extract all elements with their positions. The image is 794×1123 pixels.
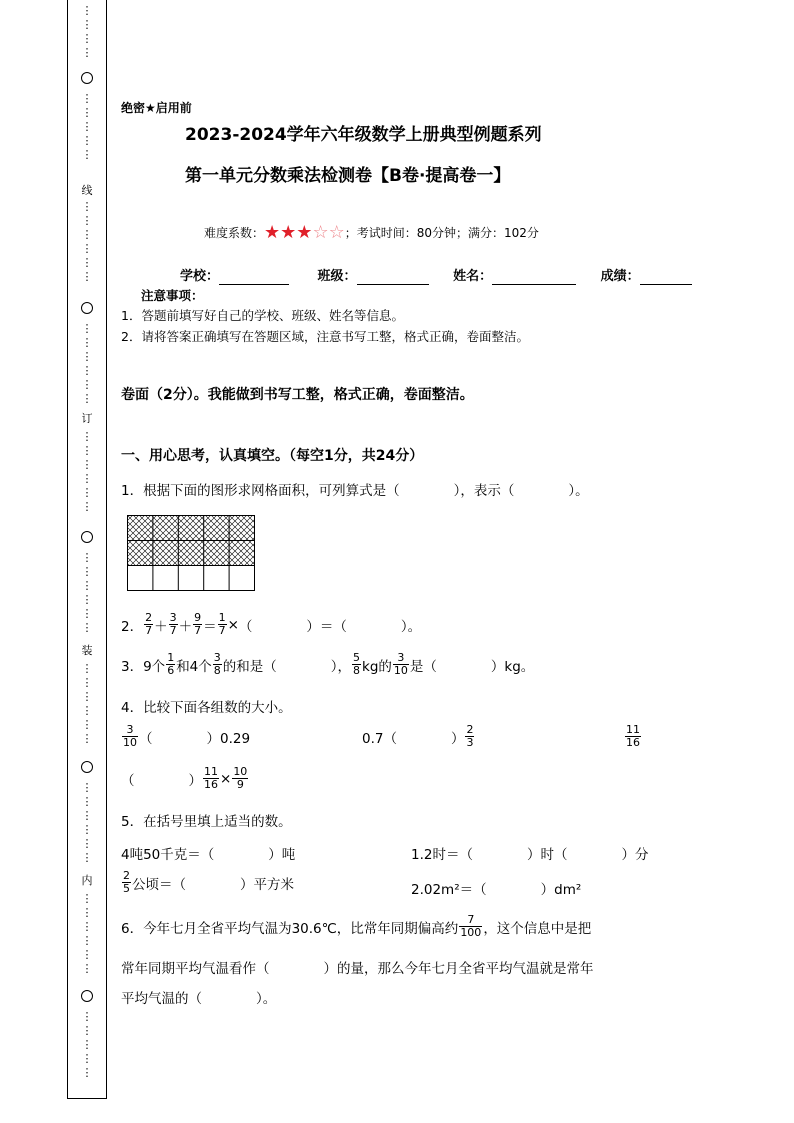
binding-dots: ⋮ ⋮ ⋮ ⋮ ⋮ ⋮ — [81, 662, 93, 745]
q3-text: kg的 — [362, 658, 392, 675]
binding-dots: ⋮ ⋮ ⋮ ⋮ ⋮ ⋮ — [81, 781, 93, 864]
binding-dots: ⋮ ⋮ ⋮ ⋮ ⋮ — [81, 1010, 93, 1079]
q5-item-d: 2.02m²＝（ ）dm² — [411, 882, 582, 898]
binding-hole — [81, 990, 93, 1002]
binding-hole — [81, 761, 93, 773]
q4-fraction: $\frac{11}{16}$ — [204, 765, 218, 791]
secret-tag: 绝密★启用前 — [121, 101, 192, 115]
question-6-line-2: 常年同期平均气温看作（ ）的量，那么今年七月全省平均气温就是常年 — [121, 961, 594, 977]
q4-compare-4 — [121, 766, 249, 791]
difficulty-row — [204, 222, 539, 243]
plus-sign: ＋ — [154, 618, 168, 635]
question-6-line-3: 平均气温的（ ）。 — [121, 991, 277, 1007]
q2-fraction: $\frac{9}{7}$ — [194, 611, 202, 637]
score-field[interactable] — [640, 269, 692, 285]
q4-text: （ ） — [121, 772, 202, 789]
star-empty-icon: ☆ — [328, 222, 345, 243]
binding-dots: ⋮ ⋮ ⋮ ⋮ ⋮ — [81, 92, 93, 161]
star-filled-icon: ★ — [280, 222, 297, 243]
question-2 — [121, 612, 421, 637]
question-4: 4．比较下面各组数的大小。 — [121, 700, 292, 716]
q5-item-b: 1.2时＝（ ）时（ ）分 — [411, 847, 649, 863]
q5-item-c — [121, 870, 294, 895]
q3-text: 是（ ）kg。 — [409, 658, 535, 675]
exam-title-line1: 2023-2024学年六年级数学上册典型例题系列 — [185, 125, 542, 145]
notes-item-1: 1．答题前填写好自己的学校、班级、姓名等信息。 — [121, 308, 404, 323]
plus-sign: ＋ — [178, 618, 193, 635]
times-sign: × — [220, 770, 232, 787]
score-label: 成绩： — [600, 269, 640, 284]
name-field[interactable] — [492, 269, 576, 285]
q4-compare-2 — [362, 724, 475, 749]
student-info-row — [180, 265, 692, 285]
q5-text: 公顷＝（ ）平方米 — [132, 876, 294, 893]
star-empty-icon: ☆ — [312, 222, 329, 243]
notes-title: 注意事项： — [141, 288, 204, 303]
neatness-statement: 卷面（2分）。我能做到书写工整，格式正确，卷面整洁。 — [121, 387, 474, 403]
q5-fraction: $\frac{2}{5}$ — [123, 869, 130, 895]
q3-text: 的和是（ ）， — [222, 658, 352, 675]
q2-tail: （ ）＝（ ）。 — [238, 618, 422, 635]
q4-fraction: $\frac{11}{16}$ — [626, 723, 640, 749]
binding-hole — [81, 302, 93, 314]
binding-dots: ⋮ ⋮ ⋮ ⋮ — [81, 4, 93, 59]
times-sign: × — [227, 616, 239, 633]
question-6-line-1 — [121, 914, 591, 939]
q4-text: （ ）0.29 — [139, 730, 251, 747]
binding-hole — [81, 72, 93, 84]
binding-label-xian: 线 — [81, 184, 93, 197]
binding-label-nei: 内 — [81, 874, 93, 887]
q6-fraction: $\frac{7}{100}$ — [460, 913, 482, 939]
q4-fraction: $\frac{3}{10}$ — [123, 723, 137, 749]
q6-text: 6．今年七月全省平均气温为30.6℃，比常年同期偏高约 — [121, 920, 459, 937]
q3-fraction: $\frac{3}{8}$ — [213, 651, 221, 677]
name-label: 姓名： — [453, 269, 493, 284]
binding-label-zhuang: 装 — [81, 644, 93, 657]
question-1: 1．根据下面的图形求网格面积，可列算式是（ ），表示（ ）。 — [121, 483, 589, 499]
binding-dots: ⋮ ⋮ ⋮ ⋮ ⋮ ⋮ — [81, 892, 93, 975]
binding-dots: ⋮ ⋮ ⋮ ⋮ ⋮ ⋮ — [81, 322, 93, 405]
difficulty-label: 难度系数： — [204, 226, 265, 240]
q3-fraction: $\frac{1}{6}$ — [167, 651, 175, 677]
binding-strip — [67, 0, 107, 1099]
binding-dots: ⋮ ⋮ ⋮ ⋮ ⋮ ⋮ — [81, 430, 93, 513]
q5-item-a: 4吨50千克＝（ ）吨 — [121, 847, 296, 863]
notes-item-2: 2．请将答案正确填写在答题区域，注意书写工整，格式正确，卷面整洁。 — [121, 329, 529, 344]
binding-label-ding: 订 — [81, 412, 93, 425]
binding-dots: ⋮ ⋮ ⋮ ⋮ ⋮ ⋮ — [81, 551, 93, 634]
q4-fraction: $\frac{2}{3}$ — [466, 723, 474, 749]
q3-text: 和4个 — [176, 658, 212, 675]
section-1-title: 一、用心思考，认真填空。（每空1分，共24分） — [121, 448, 424, 464]
grid-figure — [127, 515, 257, 593]
star-filled-icon: ★ — [264, 222, 281, 243]
class-label: 班级： — [317, 269, 357, 284]
q3-text: 3．9个 — [121, 658, 166, 675]
school-label: 学校： — [180, 269, 220, 284]
equals-sign: ＝ — [203, 618, 217, 635]
q6-text: ，这个信息中是把 — [483, 920, 592, 937]
question-3 — [121, 652, 534, 677]
binding-hole — [81, 531, 93, 543]
question-5: 5．在括号里填上适当的数。 — [121, 814, 292, 830]
q2-fraction: $\frac{3}{7}$ — [169, 611, 177, 637]
q2-number: 2． — [121, 618, 144, 635]
q2-fraction: $\frac{2}{7}$ — [145, 611, 153, 637]
q3-fraction: $\frac{5}{8}$ — [353, 651, 361, 677]
q4-compare-3 — [624, 724, 642, 749]
binding-dots: ⋮ ⋮ ⋮ ⋮ ⋮ ⋮ — [81, 200, 93, 283]
q4-text: 0.7（ ） — [362, 730, 465, 747]
q2-fraction: $\frac{1}{7}$ — [218, 611, 226, 637]
q4-compare-1 — [121, 724, 250, 749]
class-field[interactable] — [357, 269, 429, 285]
star-filled-icon: ★ — [296, 222, 313, 243]
q4-fraction: $\frac{10}{9}$ — [233, 765, 248, 791]
exam-time-score: ；考试时间：80分钟；满分：102分 — [344, 226, 539, 240]
exam-title-line2: 第一单元分数乘法检测卷【B卷·提高卷一】 — [185, 166, 511, 186]
school-field[interactable] — [219, 269, 289, 285]
q3-fraction: $\frac{3}{10}$ — [393, 651, 408, 677]
